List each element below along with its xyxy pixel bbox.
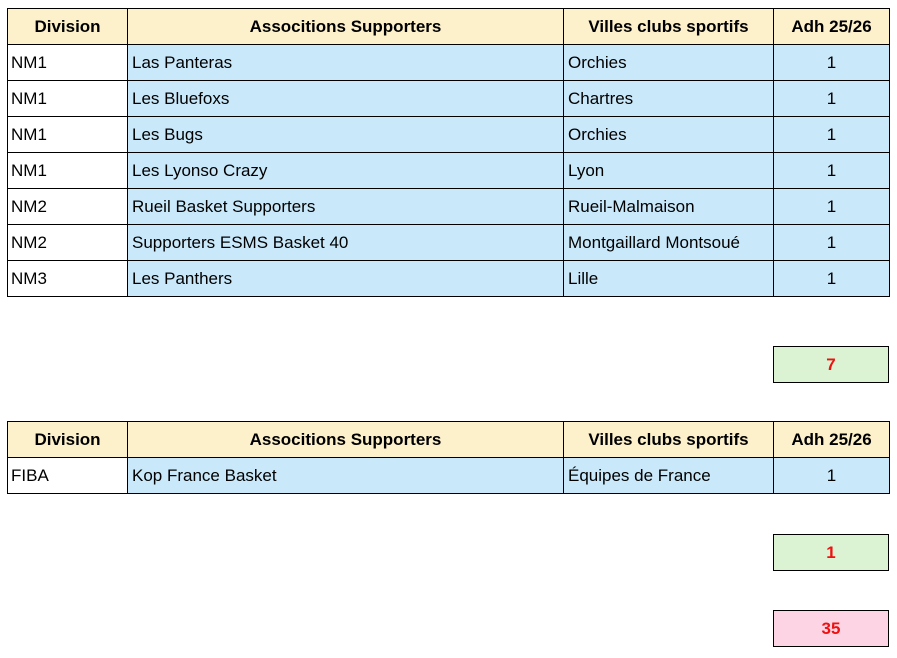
ville-cell[interactable]: Chartres — [564, 81, 774, 117]
division-cell[interactable]: NM2 — [8, 189, 128, 225]
ville-cell[interactable]: Montgaillard Montsoué — [564, 225, 774, 261]
table-row — [8, 261, 890, 297]
subtotal-fiba-cell[interactable]: 1 — [773, 534, 889, 571]
header-villes: Villes clubs sportifs — [564, 422, 774, 458]
division-cell[interactable]: NM1 — [8, 81, 128, 117]
header-adh: Adh 25/26 — [774, 422, 890, 458]
adh-cell[interactable]: 1 — [774, 225, 890, 261]
table-row — [8, 117, 890, 153]
header-division: Division — [8, 9, 128, 45]
header-villes: Villes clubs sportifs — [564, 9, 774, 45]
ville-cell[interactable]: Rueil-Malmaison — [564, 189, 774, 225]
table-row — [8, 225, 890, 261]
ville-cell[interactable]: Orchies — [564, 117, 774, 153]
association-cell[interactable]: Rueil Basket Supporters — [128, 189, 564, 225]
supporters-table-national — [7, 8, 890, 297]
adh-cell[interactable]: 1 — [774, 458, 890, 494]
header-adh: Adh 25/26 — [774, 9, 890, 45]
ville-cell[interactable]: Lyon — [564, 153, 774, 189]
association-cell[interactable]: Supporters ESMS Basket 40 — [128, 225, 564, 261]
ville-cell[interactable]: Lille — [564, 261, 774, 297]
adh-cell[interactable]: 1 — [774, 117, 890, 153]
adh-cell[interactable]: 1 — [774, 261, 890, 297]
division-cell[interactable]: NM2 — [8, 225, 128, 261]
association-cell[interactable]: Les Panthers — [128, 261, 564, 297]
header-associations: Associtions Supporters — [128, 422, 564, 458]
header-division: Division — [8, 422, 128, 458]
adh-cell[interactable]: 1 — [774, 81, 890, 117]
adh-cell[interactable]: 1 — [774, 189, 890, 225]
association-cell[interactable]: Les Bugs — [128, 117, 564, 153]
grand-total-cell[interactable]: 35 — [773, 610, 889, 647]
header-associations: Associtions Supporters — [128, 9, 564, 45]
division-cell[interactable]: FIBA — [8, 458, 128, 494]
ville-cell[interactable]: Orchies — [564, 45, 774, 81]
adh-cell[interactable]: 1 — [774, 45, 890, 81]
table-row — [8, 189, 890, 225]
table-row — [8, 153, 890, 189]
association-cell[interactable]: Las Panteras — [128, 45, 564, 81]
association-cell[interactable]: Les Bluefoxs — [128, 81, 564, 117]
subtotal-national-cell[interactable]: 7 — [773, 346, 889, 383]
association-cell[interactable]: Les Lyonso Crazy — [128, 153, 564, 189]
header-row — [8, 9, 890, 45]
division-cell[interactable]: NM1 — [8, 153, 128, 189]
division-cell[interactable]: NM3 — [8, 261, 128, 297]
header-row — [8, 422, 890, 458]
association-cell[interactable]: Kop France Basket — [128, 458, 564, 494]
table-row — [8, 45, 890, 81]
division-cell[interactable]: NM1 — [8, 45, 128, 81]
ville-cell[interactable]: Équipes de France — [564, 458, 774, 494]
table-row — [8, 458, 890, 494]
supporters-table-fiba — [7, 421, 890, 494]
division-cell[interactable]: NM1 — [8, 117, 128, 153]
table-row — [8, 81, 890, 117]
adh-cell[interactable]: 1 — [774, 153, 890, 189]
